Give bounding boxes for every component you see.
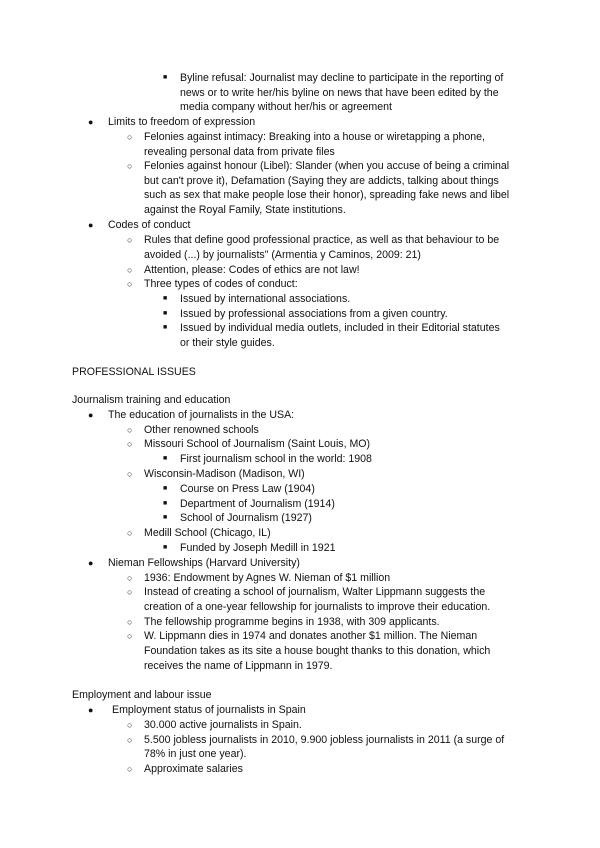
circle-bullet: ○ bbox=[127, 161, 133, 171]
circle-bullet: ○ bbox=[127, 439, 133, 449]
text-line: Byline refusal: Journalist may decline to participate in the reporting of bbox=[180, 72, 504, 84]
round-bullet: ● bbox=[88, 558, 94, 568]
subsection-heading: Journalism training and education bbox=[72, 394, 231, 406]
circle-bullet: ○ bbox=[127, 631, 133, 641]
text-line: Funded by Joseph Medill in 1921 bbox=[180, 542, 336, 554]
text-line: The fellowship programme begins in 1938, with 309 applicants. bbox=[144, 616, 440, 628]
circle-bullet: ○ bbox=[127, 587, 133, 597]
text-line: Department of Journalism (1914) bbox=[180, 498, 335, 510]
text-line: revealing personal data from private files bbox=[144, 146, 335, 158]
square-bullet: ■ bbox=[163, 74, 168, 81]
text-line: such as sex that make people lose their honor), spreading fake news and libel bbox=[144, 189, 510, 201]
text-line: Medill School (Chicago, IL) bbox=[144, 527, 271, 539]
text-line: creation of a one-year fellowship for journalists to improve their education. bbox=[144, 601, 491, 613]
circle-bullet: ○ bbox=[127, 617, 133, 627]
text-line: Missouri School of Journalism (Saint Louis, MO) bbox=[144, 438, 371, 450]
text-line: Three types of codes of conduct: bbox=[144, 278, 298, 290]
circle-bullet: ○ bbox=[127, 425, 133, 435]
text-line: Attention, please: Codes of ethics are not law! bbox=[144, 264, 360, 276]
round-bullet: ● bbox=[88, 117, 94, 127]
square-bullet: ■ bbox=[163, 295, 168, 302]
text-line: First journalism school in the world: 1908 bbox=[180, 453, 372, 465]
text-line: Instead of creating a school of journalism, Walter Lippmann suggests the bbox=[144, 586, 486, 598]
round-bullet: ● bbox=[88, 410, 94, 420]
square-bullet: ■ bbox=[163, 514, 168, 521]
round-bullet: ● bbox=[88, 705, 94, 715]
circle-bullet: ○ bbox=[127, 235, 133, 245]
text-line: 78% in just one year). bbox=[144, 748, 247, 760]
circle-bullet: ○ bbox=[127, 735, 133, 745]
text-line: Issued by international associations. bbox=[180, 293, 351, 305]
square-bullet: ■ bbox=[163, 324, 168, 331]
square-bullet: ■ bbox=[163, 455, 168, 462]
circle-bullet: ○ bbox=[127, 720, 133, 730]
text-line: 30.000 active journalists in Spain. bbox=[144, 719, 302, 731]
text-line: receives the name of Lippmann in 1979. bbox=[144, 660, 333, 672]
circle-bullet: ○ bbox=[127, 764, 133, 774]
text-line: Wisconsin-Madison (Madison, WI) bbox=[144, 468, 305, 480]
circle-bullet: ○ bbox=[127, 573, 133, 583]
text-line: Nieman Fellowships (Harvard University) bbox=[108, 557, 300, 569]
text-line: Foundation takes as its site a house bought thanks to this donation, which bbox=[144, 645, 491, 657]
square-bullet: ■ bbox=[163, 500, 168, 507]
circle-bullet: ○ bbox=[127, 469, 133, 479]
text-line: Issued by professional associations from a given country. bbox=[180, 308, 448, 320]
square-bullet: ■ bbox=[163, 485, 168, 492]
subsection-heading: Employment and labour issue bbox=[72, 689, 212, 701]
text-line: media company without her/his or agreement bbox=[180, 101, 392, 113]
text-line: Rules that define good professional practice, as well as that behaviour to be bbox=[144, 234, 500, 246]
text-line: avoided (...) by journalists" (Armentia y Caminos, 2009: 21) bbox=[144, 249, 421, 261]
text-line: Codes of conduct bbox=[108, 219, 191, 231]
text-line: but can't prove it), Defamation (Saying they are addicts, talking about things bbox=[144, 175, 499, 187]
text-line: news or to write her/his byline on news that have been edited by the bbox=[180, 87, 499, 99]
text-line: against the Royal Family, State institutions. bbox=[144, 204, 346, 216]
square-bullet: ■ bbox=[163, 310, 168, 317]
square-bullet: ■ bbox=[163, 544, 168, 551]
text-line: W. Lippmann dies in 1974 and donates another $1 million. The Nieman bbox=[144, 630, 478, 642]
text-line: Course on Press Law (1904) bbox=[180, 483, 315, 495]
text-line: Felonies against intimacy: Breaking into a house or wiretapping a phone, bbox=[144, 131, 485, 143]
circle-bullet: ○ bbox=[127, 279, 133, 289]
text-line: 5.500 jobless journalists in 2010, 9.900 jobless journalists in 2011 (a surge of bbox=[144, 734, 505, 746]
circle-bullet: ○ bbox=[127, 132, 133, 142]
round-bullet: ● bbox=[88, 220, 94, 230]
text-line: 1936: Endowment by Agnes W. Nieman of $1 million bbox=[144, 572, 391, 584]
text-line: Limits to freedom of expression bbox=[108, 116, 256, 128]
text-line: Other renowned schools bbox=[144, 424, 259, 436]
text-line: Felonies against honour (Libel): Slander (when you accuse of being a criminal bbox=[144, 160, 510, 172]
text-line: Approximate salaries bbox=[144, 763, 243, 775]
text-line: The education of journalists in the USA: bbox=[108, 409, 295, 421]
text-line: School of Journalism (1927) bbox=[180, 512, 312, 524]
circle-bullet: ○ bbox=[127, 265, 133, 275]
section-heading: PROFESSIONAL ISSUES bbox=[72, 366, 196, 378]
text-line: Employment status of journalists in Spain bbox=[112, 704, 306, 716]
text-line: Issued by individual media outlets, included in their Editorial statutes bbox=[180, 322, 500, 334]
circle-bullet: ○ bbox=[127, 528, 133, 538]
text-line: or their style guides. bbox=[180, 337, 275, 349]
